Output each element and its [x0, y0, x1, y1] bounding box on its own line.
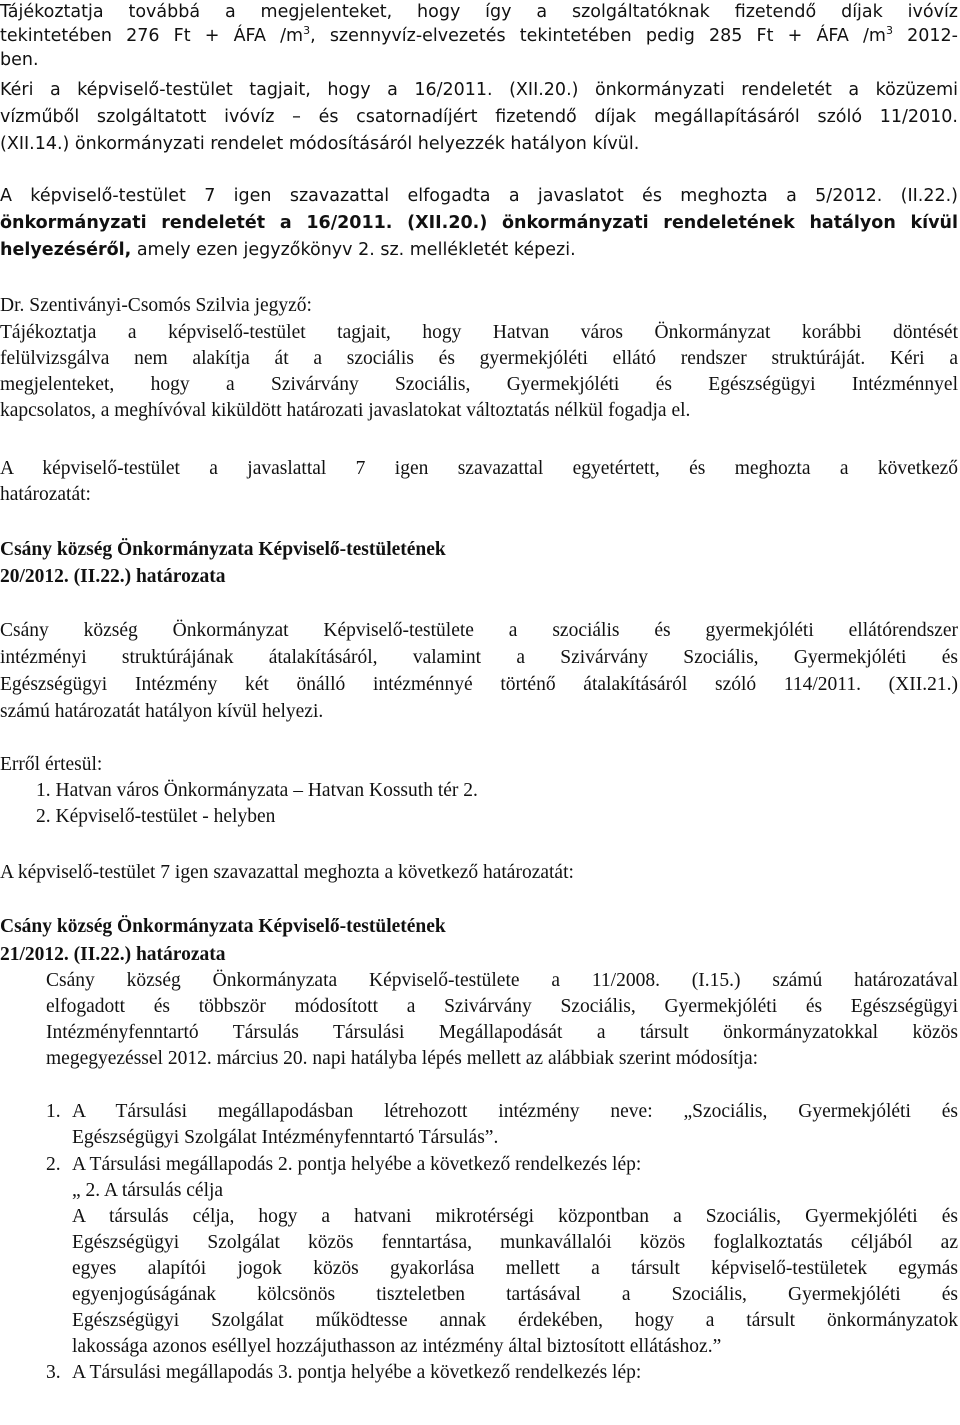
text-line: határozatát:	[0, 484, 91, 505]
text-line: intézményi struktúrájának átalakításáról, valamint a Szivárvány Szociális, Gyermekjóléti és	[0, 647, 958, 668]
text-line: A társulás célja, hogy a hatvani mikrotérségi központban a Szociális, Gyermekjóléti és	[72, 1206, 958, 1227]
list-number: 1.	[46, 1101, 61, 1122]
text-span: 2012-	[892, 26, 958, 46]
text-line: A Társulási megállapodás 2. pontja helyébe a következő rendelkezés lép:	[72, 1154, 642, 1175]
text-span: tekintetében 276 Ft + ÁFA /m	[0, 26, 304, 46]
superscript: 3	[885, 24, 893, 38]
list-number: 1.	[36, 780, 51, 801]
text-line: önkormányzati rendeletét a 16/2011. (XII.20.) önkormányzati rendeletének hatályon kívül	[0, 213, 958, 233]
text-line: egyes alapítói jogok közös gyakorlása mellett a társult képviselő-testületek egymás	[72, 1258, 958, 1279]
text-line: A képviselő-testület 7 igen szavazattal elfogadta a javaslatot és meghozta a 5/2012. (II.22.)	[0, 186, 958, 206]
text-line: Egészségügyi Intézmény két önálló intézménnyé történő átalakításáról szóló 114/2011. (XII.21.)	[0, 674, 958, 695]
text-line: Egészségügyi Szolgálat közös fenntartása, munkavállalói közös foglalkoztatás céljából az	[72, 1232, 958, 1253]
text-line: A Társulási megállapodásban létrehozott intézmény neve: „Szociális, Gyermekjóléti és	[72, 1101, 958, 1122]
list-text: Hatvan város Önkormányzata – Hatvan Kossuth tér 2.	[55, 780, 478, 801]
notify-label: Erről értesül:	[0, 754, 103, 775]
text-line: lakossága azonos eséllyel hozzájuthasson az intézmény által biztosított ellátáshoz.”	[72, 1336, 722, 1357]
resolution-number: 21/2012. (II.22.) határozata	[0, 944, 226, 965]
text-line: (XII.14.) önkormányzati rendelet módosításáról helyezzék hatályon kívül.	[0, 134, 640, 154]
list-text: Képviselő-testület - helyben	[55, 806, 276, 827]
text-span: , szennyvíz-elvezetés tekintetében pedig 285 Ft + ÁFA /m	[310, 26, 886, 46]
text-line: elfogadott és többször módosított a Szivárvány Szociális, Gyermekjóléti és Egészségügyi	[46, 996, 958, 1017]
text-span: amely ezen jegyzőkönyv 2. sz. mellékletét képezi.	[131, 240, 576, 260]
text-line: felülvizsgálva nem alakítja át a szociális és gyermekjóléti ellátó rendszer struktúráját. Kéri a	[0, 348, 958, 369]
text-line: Csány község Önkormányzata Képviselő-testülete a 11/2008. (I.15.) számú határozatával	[46, 970, 958, 991]
text-line	[0, 238, 958, 268]
text-line: vízműből szolgáltatott ivóvíz – és csatornadíjért fizetendő díjak megállapításáról szóló 11/2010.	[0, 107, 958, 127]
text-line: Csány község Önkormányzat Képviselő-testülete a szociális és gyermekjóléti ellátórendszer	[0, 620, 958, 641]
list-number: 3.	[46, 1362, 61, 1383]
text-line: A képviselő-testület 7 igen szavazattal meghozta a következő határozatát:	[0, 862, 574, 883]
text-line: Tájékoztatja továbbá a megjelenteket, hogy így a szolgáltatóknak fizetendő díjak ivóvíz	[0, 2, 958, 22]
text-line: kapcsolatos, a meghívóval kiküldött határozati javaslatokat változtatás nélkül fogadja el.	[0, 400, 691, 421]
text-line: Egészségügyi Szolgálat működtesse annak érdekében, hogy a társult önkormányzatok	[72, 1310, 958, 1331]
list-item	[36, 804, 936, 834]
text-line: egyenjogúságának kölcsönös tiszteletben tartásával a Szociális, Gyermekjóléti és	[72, 1284, 958, 1305]
list-number: 2.	[46, 1154, 61, 1175]
text-line: Intézményfenntartó Társulás Társulási Megállapodását a társult önkormányzatokkal közös	[46, 1022, 958, 1043]
text-line: A képviselő-testület a javaslattal 7 igen szavazattal egyetértett, és meghozta a következő	[0, 458, 958, 479]
text-line: Tájékoztatja a képviselő-testület tagjait, hogy Hatvan város Önkormányzat korábbi döntését	[0, 322, 958, 343]
text-line: Kéri a képviselő-testület tagjait, hogy a 16/2011. (XII.20.) önkormányzati rendeletét a közüzemi	[0, 80, 958, 100]
speaker-label: Dr. Szentiványi-Csomós Szilvia jegyző:	[0, 295, 312, 316]
text-line: megjelenteket, hogy a Szivárvány Szociális, Gyermekjóléti és Egészségügyi Intézménnyel	[0, 374, 958, 395]
text-line: Egészségügyi Szolgálat Intézményfenntartó Társulás”.	[72, 1127, 499, 1148]
text-line: A Társulási megállapodás 3. pontja helyébe a következő rendelkezés lép:	[72, 1362, 642, 1383]
text-line: ben.	[0, 50, 39, 70]
text-line: megegyezéssel 2012. március 20. napi hatályba lépés mellett az alábbiak szerint módosítja:	[46, 1048, 759, 1069]
list-number: 2.	[36, 806, 51, 827]
superscript: 3	[303, 24, 311, 38]
resolution-heading: Csány község Önkormányzata Képviselő-testületének	[0, 916, 446, 937]
resolution-heading: Csány község Önkormányzata Képviselő-testületének	[0, 539, 446, 560]
resolution-number: 20/2012. (II.22.) határozata	[0, 566, 226, 587]
text-line: számú határozatát hatályon kívül helyezi.	[0, 701, 324, 722]
text-span: helyezéséről,	[0, 240, 132, 260]
quoted-heading: „ 2. A társulás célja	[72, 1180, 224, 1201]
